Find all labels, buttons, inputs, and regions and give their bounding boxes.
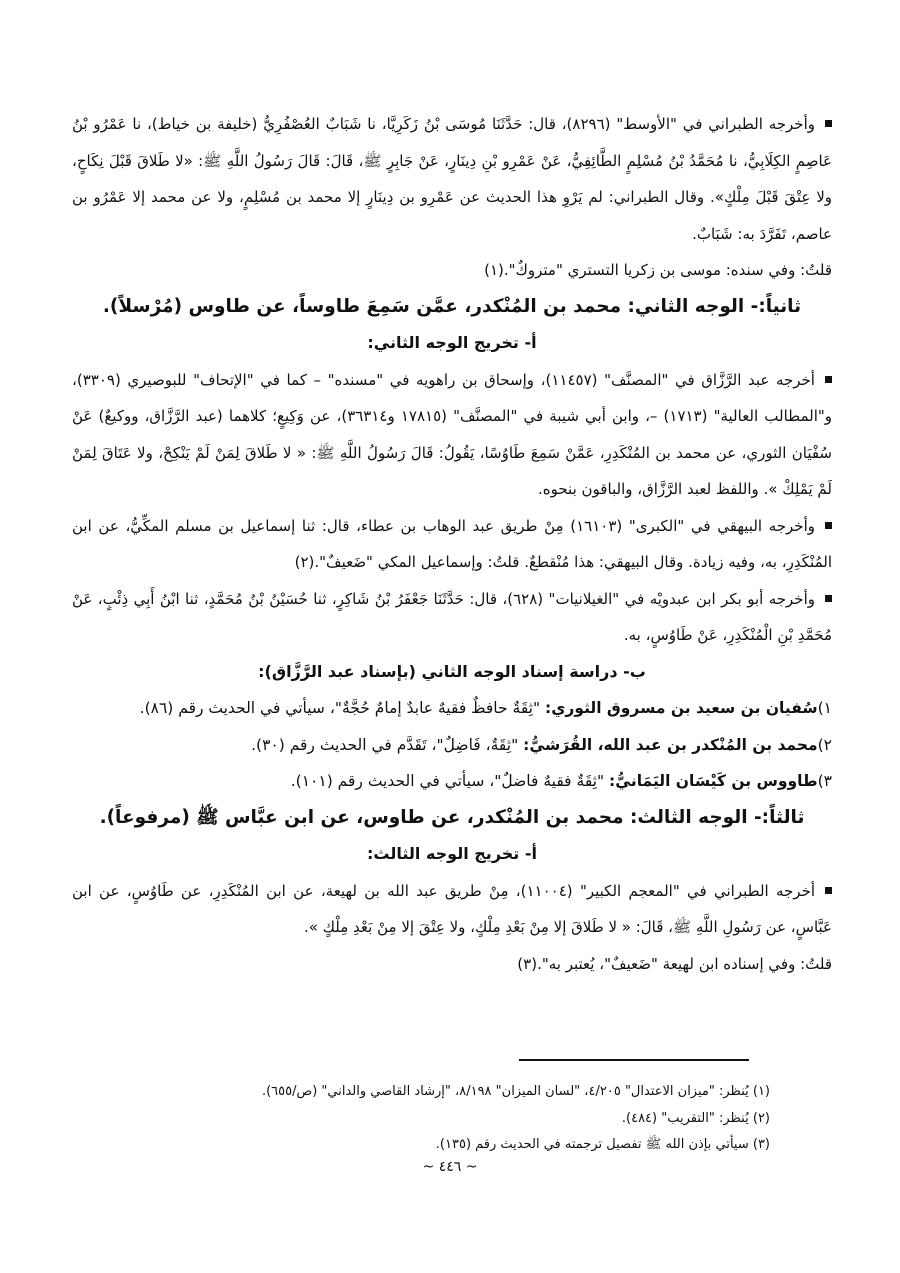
footnote-2: (٢) يُنظر: "التقريب" (٤٨٤). bbox=[621, 1110, 770, 1126]
page-number: ~ ٤٤٦ ~ bbox=[422, 1159, 478, 1175]
narrator-item: ١)سُفيان بن سعيد بن مسروق الثوري: "ثِقَةٌ حافظٌ فقيهٌ عابدٌ إمامٌ حُجَّةٌ"، سيأتي في الحديث رقم (٨٦). bbox=[139, 699, 832, 717]
narrator-item: ٢)محمد بن المُنْكدر بن عبد الله، القُرَشيُّ: "ثِقَةٌ، فَاضِلٌ"، تَقَدَّم في الحديث رقم (٣٠). bbox=[251, 735, 832, 754]
footnote-3: (٣) سيأتي بإذن الله ﷺ تفصيل ترجمته في الحديث رقم (١٣٥). bbox=[435, 1137, 770, 1152]
bullet-icon bbox=[825, 887, 832, 894]
section-heading-second-aspect: ثانياً:- الوجه الثاني: محمد بن المُنْكدر، عمَّن سَمِعَ طاوساً، عن طاوس (مُرْسلاً). bbox=[102, 295, 802, 317]
paragraph-note-1: قلتُ: وفي سنده: موسى بن زكريا التستري "متروكٌ".(١) bbox=[484, 261, 832, 279]
paragraph-tabarani-awsat: وأخرجه الطبراني في "الأوسط" (٨٢٩٦)، قال: حَدَّثَنَا مُوسَى بْنُ زَكَرِيَّا، نا شَبَابٌ العُصْفُرِيُّ (خليفة بن خياط)، نا عَمْرُو بْنُ عَاصِمٍ الكِلَابِيُّ، نا مُحَمَّدُ بْنُ مُسْلِمٍ الطَّائِفِيُّ، عَنْ عَمْرِو بْنِ دِينَارٍ، عَنْ جَابِرٍ ﷺ، قَالَ: قَالَ رَسُولُ اللَّهِ ﷺ: «لا طَلاقَ قَبْلَ نِكَاحٍ، ولا عِتْقَ قَبْلَ مِلْكٍ». وقال الطبراني: لم يَرْوِ هذا الحديث عن عَمْرِو بن دِينَارٍ إلا محمد بن مُسْلِمٍ، ولا عن محمد إلا عَمْرُو بن عاصم، تَفَرَّدَ به: شَبَابٌ. bbox=[72, 115, 832, 243]
subheading-third-takhrij: أ- تخريج الوجه الثالث: bbox=[367, 844, 537, 863]
paragraph-tabarani-kabir: أخرجه الطبراني في "المعجم الكبير" (١١٠٠٤)، مِنْ طريق عبد الله بن لهيعة، عن ابن المُنْكَدِرِ، عن طَاوُسٍ، عن ابن عَبَّاسٍ، عن رَسُولِ اللَّهِ ﷺ، قَالَ: « لا طَلاقَ إلا مِنْ بَعْدِ مِلْكٍ، ولا عِتْقَ إلا مِنْ بَعْدِ مِلْكٍ ». bbox=[72, 881, 832, 936]
paragraph-ghaylaniyyat: وأخرجه أبو بكر ابن عبدويْه في "الغيلانيات" (٦٢٨)، قال: حَدَّثَنَا جَعْفَرُ بْنُ شَاكِرٍ، ثنا حُسَيْنُ بْنُ مُحَمَّدٍ، ثنا ابْنُ أَبِي ذِئْبٍ، عَنْ مُحَمَّدِ بْنِ الْمُنْكَدِرِ، عَنْ طَاوُسٍ، به. bbox=[72, 589, 832, 644]
paragraph-note-3: قلتُ: وفي إسناده ابن لهيعة "ضَعيفٌ"، يُعتبر به".(٣) bbox=[517, 954, 832, 973]
paragraph-abdulrazzaq: أخرجه عبد الرَّزَّاق في "المصنَّف" (١١٤٥٧)، وإسحاق بن راهويه في "مسنده" – كما في "الإتحاف" للبوصيري (٣٣٠٩)، و"المطالب العالية" (١٧١٣) –، وابن أبي شيبة في "المصنَّف" (١٧٨١٥ و٣٦٣١٤)، عن وَكِيعٍ؛ كلاهما (عبد الرَّزَّاق، ووكيعٌ) عَنْ سُفْيَان الثوري، عن محمد بن المُنْكَدِرِ، عَمَّنْ سَمِعَ طَاوُسًا، يَقُولُ: قَالَ رَسُولُ اللَّهِ ﷺ: « لا طَلاقَ لِمَنْ لَمْ يَنْكِحْ، ولا عَتَاقَ لِمَنْ لَمْ يَمْلِكْ ». واللفظ لعبد الرَّزَّاق، والباقون بنحوه. bbox=[72, 370, 832, 498]
bullet-icon bbox=[825, 595, 832, 602]
bullet-icon bbox=[825, 120, 832, 127]
footnotes bbox=[72, 1079, 770, 1159]
narrator-item: ٣)طاووس بن كَيْسَان اليَمَانيُّ: "ثِقَةٌ فقيهٌ فاضلٌ"، سيأتي في الحديث رقم (١٠١). bbox=[290, 772, 832, 790]
footnote-divider bbox=[519, 1059, 749, 1061]
section-heading-third-aspect: ثالثاً:- الوجه الثالث: محمد بن المُنْكدر، عن طاوس، عن ابن عبَّاس ﷺ (مرفوعاً). bbox=[99, 806, 805, 828]
subheading-second-takhrij: أ- تخريج الوجه الثاني: bbox=[367, 333, 537, 352]
bullet-icon bbox=[825, 522, 832, 529]
footnote-1: (١) يُنظر: "ميزان الاعتدال" ٤/٢٠٥، "لسان الميزان" ٨/١٩٨، "إرشاد القاصي والداني" (ص/٦٥٥). bbox=[261, 1084, 770, 1099]
paragraph-bayhaqi: وأخرجه البيهقي في "الكبرى" (١٦١٠٣) مِنْ طريق عبد الوهاب بن عطاء، قال: ثنا إسماعيل بن مسلم المكِّيُّ، عن ابن المُنْكَدِرِ، به، وفيه زيادة. وقال البيهقي: هذا مُنْقطعٌ. قلتُ: وإسماعيل المكي "ضَعيفٌ".(٢) bbox=[72, 516, 832, 571]
subheading-isnad-study: ب- دراسة إسناد الوجه الثاني (بإسناد عبد الرَّزَّاق): bbox=[258, 661, 646, 681]
main-content bbox=[72, 106, 832, 982]
bullet-icon bbox=[825, 376, 832, 383]
